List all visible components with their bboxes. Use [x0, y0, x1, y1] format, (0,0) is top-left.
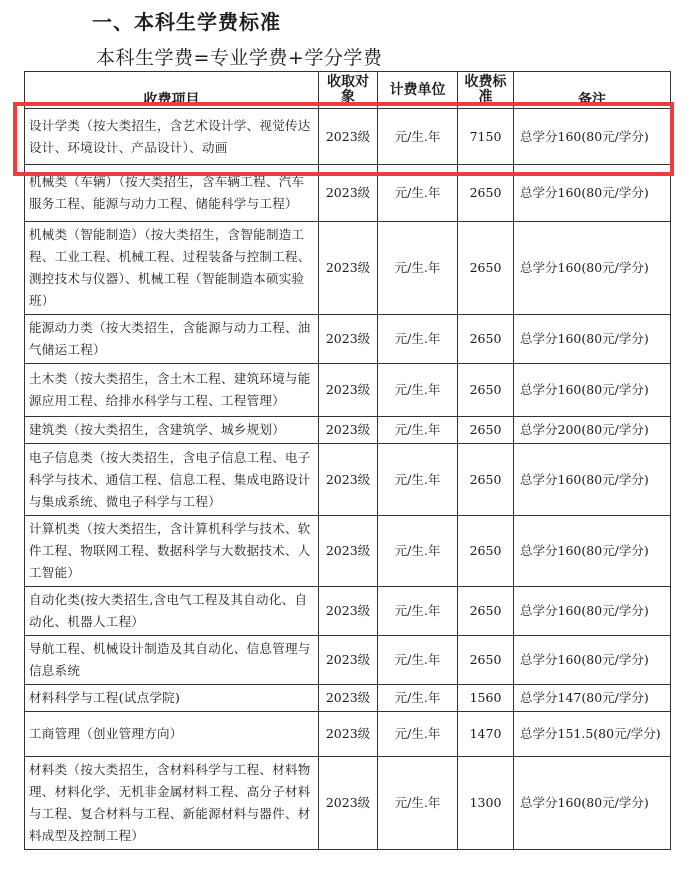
row-fee-cell: 1300: [458, 757, 514, 850]
table-row: [25, 636, 671, 685]
fee-formula-subtitle: 本科生学费=专业学费+学分学费: [96, 47, 383, 69]
table-row: [25, 757, 671, 850]
row-target-cell: 2023级: [319, 757, 378, 850]
row-item-cell: 机械类（车辆）（按大类招生，含车辆工程、汽车服务工程、能源与动力工程、储能科学与工程）: [25, 165, 319, 222]
row-unit-cell: 元/生.年: [378, 315, 458, 364]
row-unit-cell: 元/生.年: [378, 222, 458, 315]
row-target-cell: 2023级: [319, 417, 378, 444]
row-note-cell: 总学分160(80元/学分): [514, 315, 671, 364]
row-item-cell: 计算机类（按大类招生，含计算机科学与技术、软件工程、物联网工程、数据科学与大数据技术、人工智能）: [25, 516, 319, 587]
row-item-cell: 材料科学与工程(试点学院): [25, 685, 319, 712]
header-note: 备注: [514, 72, 671, 109]
row-unit-cell: 元/生.年: [378, 757, 458, 850]
row-note-cell: 总学分160(80元/学分): [514, 222, 671, 315]
table-row: [25, 444, 671, 516]
row-item-cell: 导航工程、机械设计制造及其自动化、信息管理与信息系统: [25, 636, 319, 685]
tuition-table: [24, 71, 671, 850]
row-target-cell: 2023级: [319, 364, 378, 417]
table-row: [25, 685, 671, 712]
row-note-cell: 总学分160(80元/学分): [514, 444, 671, 516]
row-item-cell: 工商管理（创业管理方向）: [25, 712, 319, 757]
row-unit-cell: 元/生.年: [378, 685, 458, 712]
header-item: 收费项目: [25, 72, 319, 109]
table-body: [25, 109, 671, 850]
row-target-cell: 2023级: [319, 222, 378, 315]
row-fee-cell: 2650: [458, 636, 514, 685]
header-unit: 计费单位: [378, 72, 458, 109]
table-row: [25, 315, 671, 364]
row-target-cell: 2023级: [319, 444, 378, 516]
row-target-cell: 2023级: [319, 587, 378, 636]
row-note-cell: 总学分160(80元/学分): [514, 516, 671, 587]
row-fee-cell: 1470: [458, 712, 514, 757]
table-row: [25, 222, 671, 315]
table-row: [25, 587, 671, 636]
row-item-cell: 电子信息类（按大类招生，含电子信息工程、电子科学与技术、通信工程、信息工程、集成电路设计与集成系统、微电子科学与工程）: [25, 444, 319, 516]
row-fee-cell: 2650: [458, 165, 514, 222]
section-title: 一、本科生学费标准: [92, 10, 281, 34]
row-item-cell: 建筑类（按大类招生，含建筑学、城乡规划）: [25, 417, 319, 444]
row-unit-cell: 元/生.年: [378, 165, 458, 222]
row-target-cell: 2023级: [319, 685, 378, 712]
row-note-cell: 总学分160(80元/学分): [514, 165, 671, 222]
row-item-cell: 土木类（按大类招生，含土木工程、建筑环境与能源应用工程、给排水科学与工程、工程管理）: [25, 364, 319, 417]
row-target-cell: 2023级: [319, 165, 378, 222]
row-unit-cell: 元/生.年: [378, 516, 458, 587]
row-target-cell: 2023级: [319, 636, 378, 685]
row-item-cell: 机械类（智能制造）（按大类招生，含智能制造工程、工业工程、机械工程、过程装备与控制工程、测控技术与仪器）、机械工程（智能制造本硕实验班）: [25, 222, 319, 315]
table-row: [25, 417, 671, 444]
row-unit-cell: 元/生.年: [378, 712, 458, 757]
row-fee-cell: 2650: [458, 444, 514, 516]
row-item-cell: 自动化类(按大类招生,含电气工程及其自动化、自动化、机器人工程）: [25, 587, 319, 636]
header-fee: 收费标准: [458, 72, 514, 109]
row-note-cell: 总学分160(80元/学分): [514, 587, 671, 636]
row-unit-cell: 元/生.年: [378, 444, 458, 516]
row-target-cell: 2023级: [319, 109, 378, 165]
row-note-cell: 总学分147(80元/学分): [514, 685, 671, 712]
row-item-cell: 设计学类（按大类招生，含艺术设计学、视觉传达设计、环境设计、产品设计）、动画: [25, 109, 319, 165]
row-unit-cell: 元/生.年: [378, 364, 458, 417]
row-note-cell: 总学分160(80元/学分): [514, 109, 671, 165]
table-row: [25, 712, 671, 757]
table-header-row: [25, 72, 671, 109]
table-row: [25, 165, 671, 222]
table-row: [25, 364, 671, 417]
row-unit-cell: 元/生.年: [378, 636, 458, 685]
row-fee-cell: 7150: [458, 109, 514, 165]
row-fee-cell: 2650: [458, 417, 514, 444]
row-fee-cell: 2650: [458, 364, 514, 417]
row-note-cell: 总学分160(80元/学分): [514, 757, 671, 850]
row-item-cell: 能源动力类（按大类招生，含能源与动力工程、油气储运工程）: [25, 315, 319, 364]
row-target-cell: 2023级: [319, 315, 378, 364]
row-note-cell: 总学分200(80元/学分): [514, 417, 671, 444]
row-item-cell: 材料类（按大类招生，含材料科学与工程、材料物理、材料化学、无机非金属材料工程、高分子材料与工程、复合材料与工程、新能源材料与器件、材料成型及控制工程）: [25, 757, 319, 850]
row-note-cell: 总学分160(80元/学分): [514, 364, 671, 417]
row-target-cell: 2023级: [319, 516, 378, 587]
table-row: [25, 516, 671, 587]
row-fee-cell: 2650: [458, 516, 514, 587]
row-target-cell: 2023级: [319, 712, 378, 757]
row-fee-cell: 2650: [458, 315, 514, 364]
row-fee-cell: 2650: [458, 222, 514, 315]
row-note-cell: 总学分160(80元/学分): [514, 636, 671, 685]
row-fee-cell: 1560: [458, 685, 514, 712]
row-fee-cell: 2650: [458, 587, 514, 636]
row-unit-cell: 元/生.年: [378, 109, 458, 165]
row-unit-cell: 元/生.年: [378, 587, 458, 636]
header-target: 收取对象: [319, 72, 378, 109]
table-row: [25, 109, 671, 165]
row-unit-cell: 元/生.年: [378, 417, 458, 444]
row-note-cell: 总学分151.5(80元/学分): [514, 712, 671, 757]
